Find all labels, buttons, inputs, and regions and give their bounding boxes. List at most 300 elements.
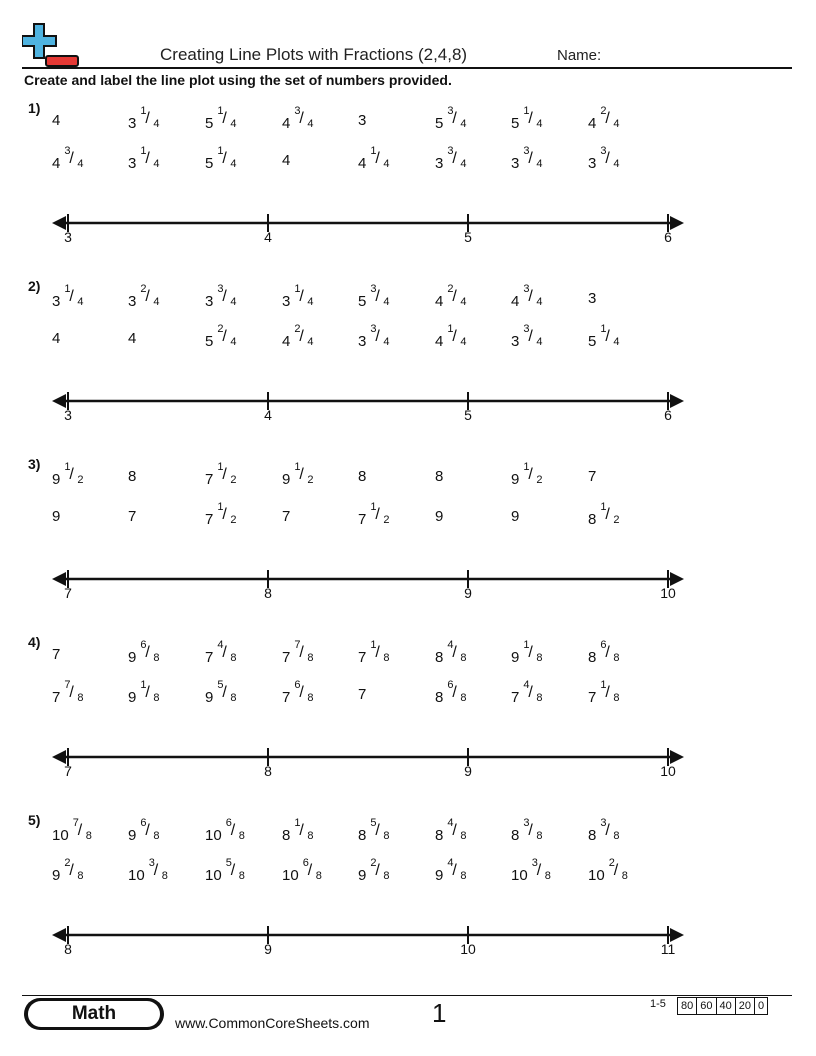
denominator: 8 <box>307 652 314 664</box>
numerator: 7 <box>64 679 71 691</box>
number-item <box>282 679 316 708</box>
numerator: 1 <box>217 145 224 157</box>
whole-number: 9 <box>52 508 61 525</box>
whole-number: 3 <box>588 290 597 307</box>
whole-number: 7 <box>282 649 291 666</box>
fraction <box>445 857 469 886</box>
fraction-slash: / <box>528 328 533 345</box>
denominator: 4 <box>230 158 237 170</box>
numerator: 6 <box>294 679 301 691</box>
fraction-slash: / <box>528 684 533 701</box>
number-item <box>435 145 469 174</box>
numerator: 2 <box>217 323 224 335</box>
denominator: 4 <box>613 118 620 130</box>
whole-number: 8 <box>358 827 367 844</box>
fraction-slash: / <box>299 328 304 345</box>
fraction-slash: / <box>452 862 457 879</box>
number-item <box>358 857 392 886</box>
fraction <box>521 817 545 846</box>
numerator: 3 <box>217 283 224 295</box>
denominator: 4 <box>460 296 467 308</box>
whole-number: 7 <box>205 649 214 666</box>
denominator: 8 <box>383 652 390 664</box>
whole-number: 3 <box>358 333 367 350</box>
fraction-slash: / <box>375 644 380 661</box>
whole-number: 10 <box>52 827 69 844</box>
fraction <box>598 639 622 668</box>
axis-tick-label: 6 <box>664 407 672 423</box>
fraction <box>62 283 86 312</box>
denominator: 2 <box>383 514 390 526</box>
number-item <box>358 112 366 129</box>
whole-number: 9 <box>52 471 61 488</box>
number-item <box>205 501 239 530</box>
denominator: 8 <box>460 870 467 882</box>
left-arrow-icon <box>52 928 66 942</box>
whole-number: 7 <box>511 689 520 706</box>
number-item <box>358 323 392 352</box>
fraction-slash: / <box>528 644 533 661</box>
whole-number: 8 <box>358 468 367 485</box>
fraction <box>368 323 392 352</box>
numerator: 1 <box>370 145 377 157</box>
axis-tick-label: 11 <box>660 941 676 957</box>
fraction-slash: / <box>375 822 380 839</box>
whole-number: 7 <box>358 649 367 666</box>
fraction <box>368 817 392 846</box>
denominator: 4 <box>383 296 390 308</box>
denominator: 8 <box>613 692 620 704</box>
numerator: 6 <box>140 817 147 829</box>
denominator: 4 <box>536 296 543 308</box>
numerator: 2 <box>600 105 607 117</box>
axis-tick-label: 9 <box>264 941 272 957</box>
fraction <box>368 501 392 530</box>
denominator: 8 <box>307 830 314 842</box>
numerator: 5 <box>225 857 232 869</box>
fraction <box>62 145 86 174</box>
number-item <box>358 468 366 485</box>
fraction-slash: / <box>375 862 380 879</box>
fraction <box>138 145 162 174</box>
numerator: 3 <box>447 145 454 157</box>
number-item <box>128 857 171 886</box>
number-line <box>40 747 700 792</box>
fraction <box>607 857 631 886</box>
denominator: 8 <box>153 652 160 664</box>
number-line-graphic <box>40 569 700 589</box>
whole-number: 7 <box>588 468 597 485</box>
number-item <box>358 283 392 312</box>
number-item <box>435 105 469 134</box>
fraction <box>147 857 171 886</box>
number-item <box>128 283 162 312</box>
number-item <box>128 679 162 708</box>
whole-number: 4 <box>588 115 597 132</box>
numerator: 4 <box>447 857 454 869</box>
numerator: 6 <box>225 817 232 829</box>
numerator: 5 <box>217 679 224 691</box>
numerator: 2 <box>370 857 377 869</box>
denominator: 8 <box>460 652 467 664</box>
number-line-graphic <box>40 391 700 411</box>
numerator: 1 <box>294 817 301 829</box>
fraction-slash: / <box>452 644 457 661</box>
numerator: 1 <box>370 639 377 651</box>
denominator: 8 <box>238 830 245 842</box>
fraction <box>138 105 162 134</box>
whole-number: 8 <box>588 649 597 666</box>
numerator: 1 <box>447 323 454 335</box>
fraction-slash: / <box>222 110 227 127</box>
number-item <box>282 105 316 134</box>
fraction-slash: / <box>375 288 380 305</box>
fraction-slash: / <box>528 288 533 305</box>
instructions: Create and label the line plot using the set of numbers provided. <box>24 72 452 88</box>
fraction <box>445 679 469 708</box>
number-line <box>40 569 700 614</box>
axis-tick-label: 10 <box>660 585 676 601</box>
fraction-slash: / <box>222 288 227 305</box>
numerator: 3 <box>447 105 454 117</box>
whole-number: 9 <box>511 471 520 488</box>
whole-number: 4 <box>511 293 520 310</box>
denominator: 8 <box>536 830 543 842</box>
fraction-slash: / <box>69 466 74 483</box>
fraction <box>224 817 248 846</box>
number-item <box>128 330 136 347</box>
axis-tick-label: 7 <box>64 763 72 779</box>
whole-number: 9 <box>358 867 367 884</box>
whole-number: 10 <box>588 867 605 884</box>
denominator: 4 <box>383 158 390 170</box>
fraction-slash: / <box>299 644 304 661</box>
whole-number: 9 <box>435 508 444 525</box>
plus-minus-logo-icon <box>22 22 82 70</box>
axis-tick-label: 6 <box>664 229 672 245</box>
fraction <box>445 323 469 352</box>
fraction <box>598 323 622 352</box>
fraction-slash: / <box>145 644 150 661</box>
denominator: 4 <box>536 336 543 348</box>
numerator: 3 <box>64 145 71 157</box>
score-cell: 80 <box>678 998 697 1014</box>
number-item <box>435 817 469 846</box>
whole-number: 3 <box>358 112 367 129</box>
fraction <box>598 679 622 708</box>
numerator: 1 <box>140 679 147 691</box>
denominator: 8 <box>230 652 237 664</box>
whole-number: 3 <box>588 155 597 172</box>
number-item <box>205 105 239 134</box>
number-item <box>52 461 86 490</box>
fraction <box>292 461 316 490</box>
denominator: 4 <box>460 336 467 348</box>
whole-number: 8 <box>588 511 597 528</box>
axis-tick-label: 9 <box>464 763 472 779</box>
fraction <box>215 501 239 530</box>
fraction-slash: / <box>145 822 150 839</box>
fraction-slash: / <box>230 862 236 879</box>
denominator: 4 <box>153 118 160 130</box>
whole-number: 4 <box>435 333 444 350</box>
fraction-slash: / <box>605 150 610 167</box>
denominator: 8 <box>536 692 543 704</box>
number-item <box>52 646 60 663</box>
denominator: 2 <box>536 474 543 486</box>
axis-tick-label: 3 <box>64 229 72 245</box>
fraction <box>445 817 469 846</box>
problem-number: 4) <box>28 634 41 650</box>
whole-number: 9 <box>282 471 291 488</box>
number-item <box>282 508 290 525</box>
whole-number: 10 <box>205 827 222 844</box>
number-item <box>435 857 469 886</box>
fraction <box>138 283 162 312</box>
number-item <box>205 283 239 312</box>
numerator: 1 <box>140 105 147 117</box>
whole-number: 3 <box>128 115 137 132</box>
fraction-slash: / <box>222 506 227 523</box>
denominator: 2 <box>307 474 314 486</box>
number-item <box>435 679 469 708</box>
score-cell: 40 <box>717 998 736 1014</box>
fraction <box>521 323 545 352</box>
fraction-slash: / <box>605 644 610 661</box>
whole-number: 8 <box>435 468 444 485</box>
denominator: 4 <box>460 158 467 170</box>
number-item <box>282 323 316 352</box>
fraction <box>138 679 162 708</box>
fraction-slash: / <box>375 506 380 523</box>
axis-tick-label: 7 <box>64 585 72 601</box>
website-link[interactable]: www.CommonCoreSheets.com <box>175 1015 370 1031</box>
numerator: 1 <box>600 323 607 335</box>
fraction <box>530 857 554 886</box>
number-item <box>511 461 545 490</box>
axis-tick-label: 8 <box>64 941 72 957</box>
number-item <box>588 679 622 708</box>
fraction-slash: / <box>528 150 533 167</box>
fraction-slash: / <box>536 862 542 879</box>
fraction-slash: / <box>452 110 457 127</box>
fraction <box>368 283 392 312</box>
right-arrow-icon <box>670 572 684 586</box>
fraction <box>521 283 545 312</box>
denominator: 8 <box>77 870 84 882</box>
numerator: 3 <box>523 283 530 295</box>
fraction <box>301 857 325 886</box>
fraction <box>292 323 316 352</box>
number-item <box>128 105 162 134</box>
number-line <box>40 213 700 258</box>
fraction-slash: / <box>153 862 159 879</box>
fraction <box>215 461 239 490</box>
denominator: 2 <box>613 514 620 526</box>
fraction <box>598 501 622 530</box>
fraction <box>445 145 469 174</box>
numerator: 2 <box>140 283 147 295</box>
number-item <box>358 686 366 703</box>
numerator: 4 <box>447 639 454 651</box>
fraction-slash: / <box>452 150 457 167</box>
denominator: 8 <box>153 830 160 842</box>
fraction <box>445 639 469 668</box>
whole-number: 7 <box>358 686 367 703</box>
denominator: 8 <box>307 692 314 704</box>
numerator: 3 <box>531 857 538 869</box>
fraction-slash: / <box>452 822 457 839</box>
fraction <box>445 283 469 312</box>
number-item <box>511 508 519 525</box>
score-cell: 20 <box>736 998 755 1014</box>
whole-number: 9 <box>128 827 137 844</box>
denominator: 8 <box>161 870 168 882</box>
number-item <box>511 105 545 134</box>
axis-tick-label: 8 <box>264 585 272 601</box>
whole-number: 8 <box>435 689 444 706</box>
number-item <box>52 330 60 347</box>
fraction-slash: / <box>299 110 304 127</box>
denominator: 8 <box>544 870 551 882</box>
whole-number: 3 <box>205 293 214 310</box>
numerator: 1 <box>294 283 301 295</box>
footer-divider <box>22 995 792 996</box>
whole-number: 5 <box>435 115 444 132</box>
fraction-slash: / <box>69 150 74 167</box>
axis-tick-label: 9 <box>464 585 472 601</box>
fraction <box>368 857 392 886</box>
number-item <box>52 283 86 312</box>
number-item <box>435 468 443 485</box>
number-item <box>511 145 545 174</box>
whole-number: 10 <box>282 867 299 884</box>
fraction <box>598 817 622 846</box>
numerator: 3 <box>523 817 530 829</box>
fraction <box>521 639 545 668</box>
whole-number: 3 <box>511 155 520 172</box>
whole-number: 4 <box>435 293 444 310</box>
whole-number: 4 <box>358 155 367 172</box>
denominator: 2 <box>77 474 84 486</box>
number-item <box>205 323 239 352</box>
fraction-slash: / <box>299 466 304 483</box>
whole-number: 5 <box>205 115 214 132</box>
right-arrow-icon <box>670 750 684 764</box>
fraction <box>292 105 316 134</box>
axis-tick-label: 3 <box>64 407 72 423</box>
number-item <box>358 501 392 530</box>
whole-number: 7 <box>205 511 214 528</box>
whole-number: 3 <box>52 293 61 310</box>
whole-number: 7 <box>52 646 61 663</box>
fraction-slash: / <box>452 288 457 305</box>
fraction <box>62 857 86 886</box>
number-item <box>588 145 622 174</box>
fraction-slash: / <box>69 684 74 701</box>
left-arrow-icon <box>52 750 66 764</box>
fraction-slash: / <box>605 328 610 345</box>
fraction-slash: / <box>230 822 236 839</box>
score-cell: 60 <box>697 998 716 1014</box>
number-item <box>128 145 162 174</box>
axis-tick-label: 8 <box>264 763 272 779</box>
number-item <box>511 857 554 886</box>
number-item <box>205 857 248 886</box>
number-item <box>588 817 622 846</box>
fraction-slash: / <box>613 862 619 879</box>
fraction <box>292 817 316 846</box>
fraction-slash: / <box>452 684 457 701</box>
header-divider <box>22 67 792 69</box>
denominator: 8 <box>238 870 245 882</box>
numerator: 3 <box>370 283 377 295</box>
number-item <box>128 508 136 525</box>
denominator: 4 <box>383 336 390 348</box>
number-item <box>511 283 545 312</box>
fraction <box>598 145 622 174</box>
whole-number: 10 <box>205 867 222 884</box>
fraction-slash: / <box>605 684 610 701</box>
whole-number: 8 <box>435 649 444 666</box>
axis-tick-label: 4 <box>264 407 272 423</box>
numerator: 1 <box>523 639 530 651</box>
whole-number: 3 <box>282 293 291 310</box>
denominator: 8 <box>621 870 628 882</box>
whole-number: 7 <box>282 689 291 706</box>
fraction-slash: / <box>528 466 533 483</box>
fraction-slash: / <box>605 110 610 127</box>
whole-number: 8 <box>588 827 597 844</box>
fraction-slash: / <box>69 288 74 305</box>
numerator: 6 <box>140 639 147 651</box>
left-arrow-icon <box>52 216 66 230</box>
number-item <box>511 323 545 352</box>
fraction-slash: / <box>222 150 227 167</box>
whole-number: 3 <box>128 293 137 310</box>
whole-number: 4 <box>52 155 61 172</box>
number-item <box>282 817 316 846</box>
whole-number: 7 <box>52 689 61 706</box>
whole-number: 5 <box>205 155 214 172</box>
numerator: 3 <box>370 323 377 335</box>
fraction <box>521 461 545 490</box>
numerator: 6 <box>600 639 607 651</box>
number-line-graphic <box>40 747 700 767</box>
whole-number: 4 <box>282 115 291 132</box>
number-item <box>588 105 622 134</box>
number-item <box>128 468 136 485</box>
axis-tick-label: 10 <box>460 941 476 957</box>
whole-number: 4 <box>282 333 291 350</box>
whole-number: 3 <box>128 155 137 172</box>
fraction <box>138 817 162 846</box>
number-item <box>128 639 162 668</box>
fraction-slash: / <box>299 288 304 305</box>
whole-number: 4 <box>52 330 61 347</box>
score-cell: 0 <box>758 1000 765 1012</box>
fraction <box>368 639 392 668</box>
denominator: 8 <box>230 692 237 704</box>
denominator: 8 <box>153 692 160 704</box>
number-item <box>282 639 316 668</box>
numerator: 2 <box>608 857 615 869</box>
number-item <box>511 639 545 668</box>
number-item <box>588 290 596 307</box>
numerator: 6 <box>447 679 454 691</box>
subject-label: Math <box>28 1001 160 1027</box>
whole-number: 7 <box>282 508 291 525</box>
